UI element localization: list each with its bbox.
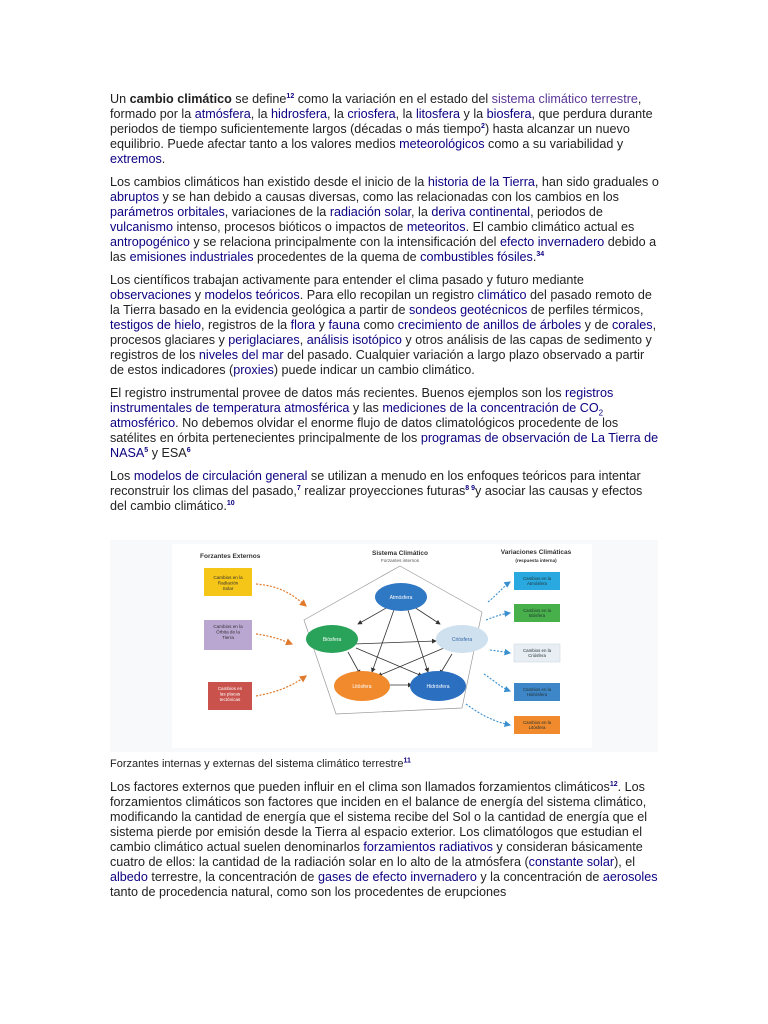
link-parametros-orbitales[interactable]: parámetros orbitales [110,205,225,219]
text: y [315,318,329,332]
text: Los científicos trabajan activamente para entender el clima pasado y futuro mediante [110,273,584,287]
text: como la variación en el estado del [294,92,492,106]
reference-link[interactable]: 8 9 [465,484,476,492]
var-box-criosfera [514,644,560,662]
paragraph-models [110,469,660,514]
text: y la concentración de [476,870,603,884]
link-gases-efecto-invernadero[interactable]: gases de efecto invernadero [317,870,477,884]
link-registros-temperatura[interactable]: registros instrumentales de temperatura atmosférica [110,386,614,415]
reference-link[interactable]: 12 [609,780,618,788]
variations-title: Variaciones Climáticas [500,549,572,556]
reference-link[interactable]: 7 [296,484,301,492]
figure-caption [110,758,411,770]
link-sistema-climatico[interactable]: sistema climático terrestre [491,92,638,106]
text: , registros de la [201,318,291,332]
link-fauna[interactable]: fauna [328,318,360,332]
link-aerosoles[interactable]: aerosoles [602,870,658,884]
article-body-continued [110,780,660,900]
node-litosfera [334,671,390,701]
link-efecto-invernadero[interactable]: efecto invernadero [499,235,605,249]
var-box-label: Cambios en la Atmósfera [522,576,552,586]
text: Los [110,469,134,483]
text: y las [349,401,383,415]
text: como a su variabilidad y [484,137,624,151]
external-box-solar [204,568,252,596]
text: , periodos de [530,205,603,219]
link-modelos-circulacion[interactable]: modelos de circulación general [133,469,308,483]
text: , procesos glaciares y [110,318,657,347]
reference-link[interactable]: 34 [536,250,545,258]
box-tectonic-label: Cambios en las placas tectónicas [217,686,243,702]
text: . [161,152,166,166]
external-forcings-title: Forzantes Externos [200,553,261,560]
text: ), el [614,855,636,869]
text: intenso, procesos bióticos o impactos de [173,220,407,234]
var-box-label: Cambios en la Hidrósfera [522,687,552,697]
var-box-label: Cambios en la Biósfera [522,608,552,618]
node-hidrosfera [410,671,466,701]
node-hidrosfera-label: Hidrósfera [426,684,450,690]
box-solar-label: Cambios en la Radiación Solar [213,575,243,591]
link-biosfera[interactable]: biosfera [486,107,532,121]
text: , variaciones de la [224,205,330,219]
node-atmosfera-label: Atmósfera [389,595,413,601]
node-criosfera-label: Criósfera [451,637,473,643]
text: de perfiles térmicos, [527,303,644,317]
link-antropogenico[interactable]: antropogénico [110,235,190,249]
diagram-canvas [110,540,658,752]
link-hidrosfera[interactable]: hidrosfera [271,107,328,121]
link-radiacion-solar[interactable]: radiación solar [329,205,412,219]
node-atmosfera [375,583,427,611]
text: del pasado. Cualquier variación a largo plazo observado a partir de estos indicadores ( [110,348,645,377]
climate-system-diagram [110,540,658,752]
text: . El cambio climático actual es [465,220,635,234]
text: . Para ello recopilan un registro [299,288,478,302]
link-litosfera[interactable]: litosfera [415,107,461,121]
text: realizar proyecciones futuras [300,484,466,498]
paragraph-forcings [110,780,660,900]
link-meteorologicos[interactable]: meteorológicos [399,137,485,151]
link-modelos-teoricos[interactable]: modelos teóricos [204,288,300,302]
text: debido a las [110,235,657,264]
text: se utilizan a menudo en los enfoques teóricos para intentar reconstruir los climas del pasado, [110,469,641,498]
reference-link[interactable]: 6 [186,446,191,454]
reference-link[interactable]: 10 [226,499,235,507]
caption-text: Forzantes internas y externas del sistema climático terrestre [110,758,404,770]
text: se define [231,92,287,106]
link-meteoritos[interactable]: meteoritos [406,220,466,234]
text: y consideran básicamente cuatro de ellos: la cantidad de la radiación solar en lo alto de la atmósfera ( [110,840,643,869]
link-flora[interactable]: flora [290,318,316,332]
var-box-label: Cambios en la Litósfera [522,720,552,730]
text: , que perdura durante periodos de tiempo suficientemente largos (décadas o más tiempo [110,107,653,136]
link-periglaciares[interactable]: periglaciares [228,333,300,347]
reference-link[interactable]: 11 [403,757,411,765]
paragraph-definition [110,92,660,167]
text: atmosférico [110,416,176,430]
link-analisis-isotopico[interactable]: análisis isotópico [306,333,402,347]
external-box-orbit [204,620,252,650]
link-historia-tierra[interactable]: historia de la Tierra [427,175,535,189]
link-vulcanismo[interactable]: vulcanismo [110,220,173,234]
external-box-tectonic [208,682,252,710]
text: , la [250,107,272,121]
text: , la [411,205,432,219]
var-box-hidrosfera [514,683,560,701]
text: Un [110,92,130,106]
link-emisiones-industriales[interactable]: emisiones industriales [129,250,254,264]
link-niveles-mar[interactable]: niveles del mar [198,348,284,362]
paragraph-history [110,175,660,265]
subscript: 2 [598,408,604,418]
text: , han sido graduales o [534,175,659,189]
text: , [299,333,307,347]
var-box-atmosfera [514,572,560,590]
text: procedentes de la quema de [253,250,421,264]
var-box-label: Cambios en la Criósfera [522,648,552,658]
text: tanto de procedencia natural, como son los procedentes de erupciones [110,885,507,899]
link-deriva-continental[interactable]: deriva continental [431,205,531,219]
text: ) hasta alcanzar un nuevo equilibrio. Puede afectar tanto a los valores medios [110,122,630,151]
text: y ESA [148,446,187,460]
link-sondeos-geotecnicos[interactable]: sondeos geotécnicos [408,303,528,317]
link-testigos-hielo[interactable]: testigos de hielo [110,318,202,332]
node-criosfera [436,625,488,653]
text: , la [327,107,348,121]
node-biosfera-label: Biósfera [322,637,342,643]
text: y [191,288,205,302]
var-box-litosfera [514,716,560,734]
reference-link[interactable]: 5 [144,446,149,454]
text: y se relaciona principalmente con la intensificación del [189,235,500,249]
link-anillos-arboles[interactable]: crecimiento de anillos de árboles [397,318,582,332]
link-criosfera[interactable]: criosfera [347,107,396,121]
link-climatico[interactable]: climático [477,288,527,302]
text: , la [395,107,416,121]
link-combustibles-fosiles[interactable]: combustibles fósiles [420,250,533,264]
node-biosfera [306,625,358,653]
reference-link[interactable]: 12 [286,92,295,100]
text: y se han debido a causas diversas, como las relacionadas con los cambios en los [159,190,619,204]
system-title: Sistema Climático [372,550,428,557]
link-atmosfera[interactable]: atmósfera [194,107,251,121]
text: y asociar las causas y efectos del cambio climático. [110,484,643,513]
link-constante-solar[interactable]: constante solar [528,855,615,869]
box-orbit-label: Cambios en la Órbita de la Tierra [213,624,243,640]
text: terrestre, la concentración de [147,870,318,884]
link-forzamientos-radiativos[interactable]: forzamientos radiativos [363,840,493,854]
text: Los factores externos que pueden influir en el clima son llamados forzamientos climáticos [110,780,610,794]
link-corales[interactable]: corales [611,318,653,332]
system-subtitle: Forzantes internos [380,558,420,563]
var-box-biosfera [514,604,560,622]
reference-link[interactable]: 2 [481,122,485,130]
link-extremos[interactable]: extremos [110,152,162,166]
link-proxies[interactable]: proxies [233,363,274,377]
text: del pasado remoto de la Tierra basado en la evidencia geológica a partir de [110,288,652,317]
text: Los cambios climáticos han existido desde el inicio de la [110,175,428,189]
text: y de [581,318,612,332]
bold-term: cambio climático [129,92,232,106]
text: El registro instrumental provee de datos más recientes. Buenos ejemplos son los [110,386,566,400]
text: mediciones de la concentración de CO [382,401,599,415]
text: como [359,318,398,332]
text: . No debemos olvidar el enorme flujo de datos climatológicos procedente de los satélites en órbita pertenecientes principalmente de los [110,416,619,445]
text: , formado por la [110,92,642,121]
text: ) puede indicar un cambio climático. [273,363,475,377]
paragraph-instrumental [110,386,660,461]
link-observaciones[interactable]: observaciones [110,288,192,302]
link-abruptos[interactable]: abruptos [110,190,160,204]
paragraph-scientists [110,273,660,378]
article-body [110,92,660,522]
node-litosfera-label: Litósfera [352,684,372,690]
link-albedo[interactable]: albedo [110,870,148,884]
text: y la [460,107,487,121]
text: y otros análisis de las capas de sedimento y registros de los [110,333,652,362]
text: . Los forzamientos climáticos son factores que inciden en el balance de energía del sistema climático, modificando la cantidad de energía que el sistema recibe del Sol o la cantidad de energía que el sistema pierde por emisión desde la Tierra al espacio exterior. Los climatólogos que estudian el cambio climático actual suelen denominarlos [110,780,647,854]
link-programas-observacion[interactable]: programas de observación de La Tierra de NASA [110,431,659,460]
variations-subtitle: (respuesta interna) [515,558,557,563]
text: . [532,250,537,264]
